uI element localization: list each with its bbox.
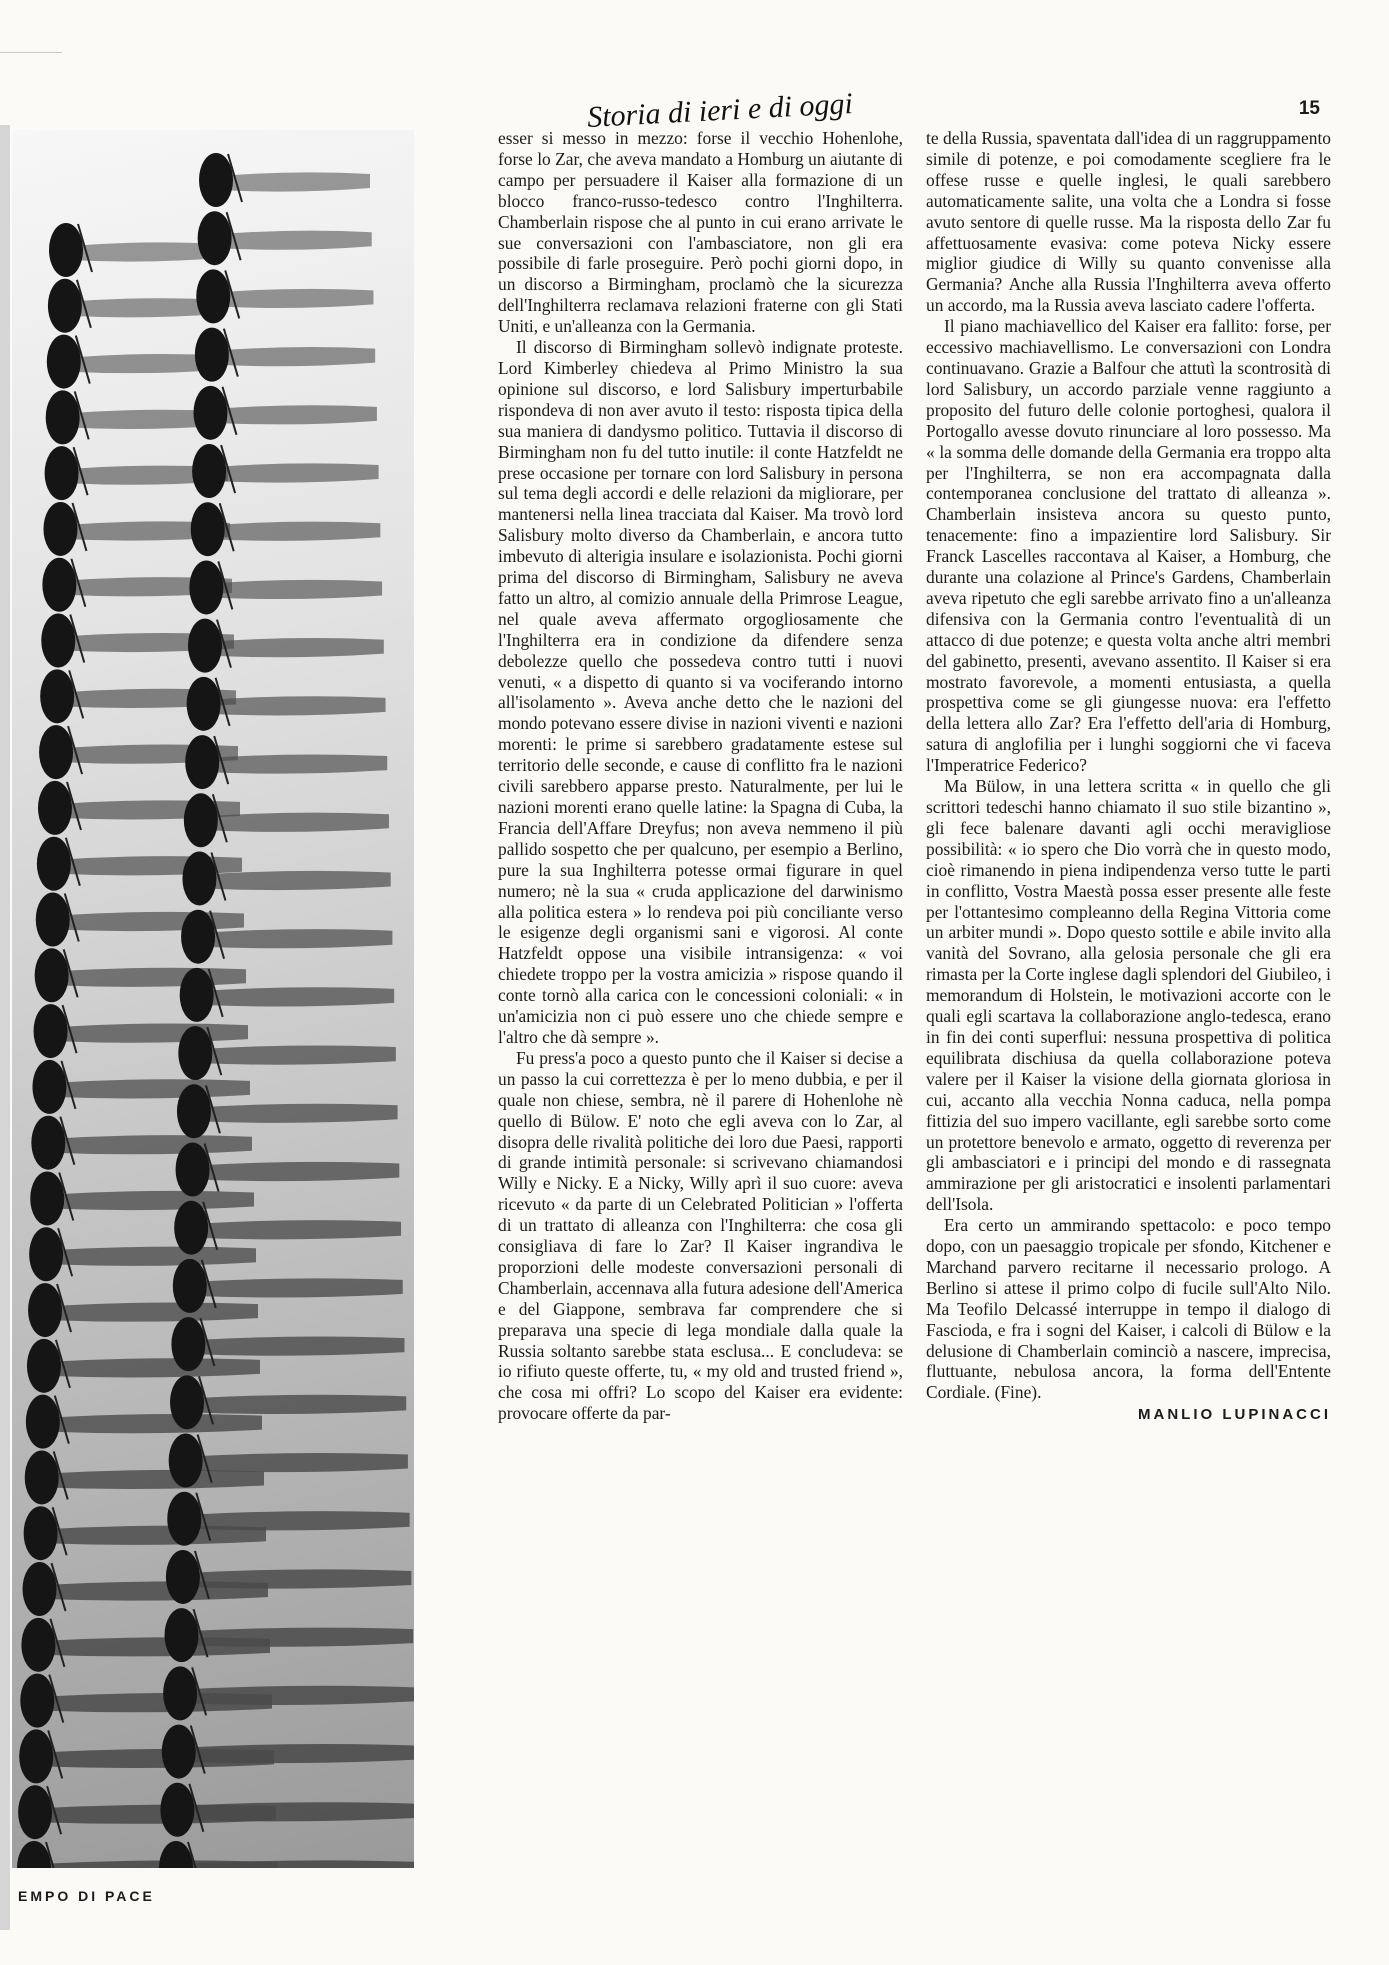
- marching-figure: [185, 735, 219, 789]
- marching-figure: [170, 1375, 204, 1429]
- marching-figure: [29, 1227, 63, 1281]
- page-number: 15: [1298, 98, 1320, 119]
- marching-figure: [37, 837, 71, 891]
- figure-shadow: [50, 1247, 256, 1266]
- figure-shadow: [201, 987, 394, 1006]
- figure-shadow: [55, 1024, 248, 1043]
- marching-figure: [166, 1550, 200, 1604]
- figure-shadow: [188, 1511, 409, 1530]
- figure-shadow: [206, 754, 387, 773]
- marching-figure: [181, 910, 215, 964]
- figure-shadow: [56, 968, 246, 987]
- marching-figure: [188, 619, 222, 673]
- marching-figure: [34, 1004, 68, 1058]
- marching-figure: [39, 725, 73, 779]
- text-column-right: [926, 128, 1331, 1426]
- marching-figure: [191, 502, 225, 556]
- figure-shadow: [208, 696, 386, 715]
- figure-shadow: [205, 813, 389, 832]
- marching-figure: [199, 153, 233, 207]
- marching-figure: [20, 1674, 54, 1728]
- marching-figure: [173, 1259, 207, 1313]
- marching-figure: [47, 335, 81, 389]
- figure-shadow: [186, 1628, 414, 1647]
- paragraph: Era certo un ammirando spettacolo: e poco tempo dopo, con un paesaggio tropicale per sfondo, Kitchener e Marchand parvero recitarne il necessario prologo. A Berlino si attese il primo colpo di fucile sull'Alto Nilo. Ma Teofilo Delcassé interruppe in tempo il dialogo di Fascioda, e fra i sogni del Kaiser, i calcoli di Bülow e la delusione di Chamberlain cominciò a nascere, imprecisa, fluttuante, nebulosa ancora, la forma dell'Entente Cordiale. (Fine).: [926, 1215, 1331, 1403]
- marching-figure: [195, 328, 229, 382]
- figure-shadow: [52, 1135, 252, 1154]
- marching-figure: [24, 1506, 58, 1560]
- marching-figure: [42, 558, 76, 612]
- marching-figure: [27, 1339, 61, 1393]
- figure-shadow: [51, 1191, 254, 1210]
- photo-caption: EMPO DI PACE: [18, 1888, 155, 1904]
- figure-shadow: [214, 405, 376, 424]
- marching-figure: [19, 1729, 53, 1783]
- figure-shadow: [53, 1079, 250, 1098]
- figure-shadow: [47, 1414, 262, 1433]
- marching-figure: [167, 1492, 201, 1546]
- marching-figure: [26, 1395, 60, 1449]
- marching-figure: [43, 502, 77, 556]
- marching-figure: [192, 444, 226, 498]
- author-signature: MANLIO LUPINACCI: [1138, 1406, 1331, 1424]
- marching-figure: [162, 1725, 196, 1779]
- marching-figure: [189, 560, 223, 614]
- figure-shadow: [192, 1337, 404, 1356]
- figure-shadow: [199, 1046, 396, 1065]
- figure-shadow: [190, 1453, 408, 1472]
- marching-figure: [31, 1116, 65, 1170]
- soldiers-shadow-photo: [12, 130, 414, 1868]
- figure-shadow: [49, 1302, 258, 1321]
- figure-shadow: [70, 242, 220, 261]
- marching-figure: [171, 1317, 205, 1371]
- photo-illustration: [12, 130, 414, 1868]
- figure-shadow: [46, 1470, 264, 1489]
- figure-shadow: [219, 231, 372, 250]
- figure-shadow: [181, 1802, 414, 1821]
- marching-figure: [165, 1608, 199, 1662]
- marching-figure: [46, 390, 80, 444]
- marching-figure: [48, 279, 82, 333]
- binding-edge: [0, 125, 10, 1930]
- figure-shadow: [187, 1569, 411, 1588]
- figure-shadow: [220, 172, 370, 191]
- figure-shadow: [209, 638, 384, 657]
- figure-shadow: [203, 871, 390, 890]
- marching-figure: [160, 1783, 194, 1837]
- figure-shadow: [217, 289, 373, 308]
- figure-shadow: [48, 1358, 260, 1377]
- marching-figure: [196, 269, 230, 323]
- marching-figure: [49, 223, 83, 277]
- figure-shadow: [216, 347, 375, 366]
- paragraph: te della Russia, spaventata dall'idea di un raggruppamento simile di potenze, e poi comodamente scegliere fra le offese russe e quelle inglesi, le quali sarebbero automaticamente salite, una volta che a Londra si fosse avuto sentore di quelle russe. Ma la risposta dello Zar fu affettuosamente evasiva: come poteva Nicky essere miglior giudice di Willy su quanto convenisse alla Germania? Anche alla Russia l'Inghilterra aveva offerto un accordo, ma la Russia aveva lasciato cadere l'offerta.: [926, 128, 1331, 316]
- marching-figure: [169, 1434, 203, 1488]
- paragraph: Il piano machiavellico del Kaiser era fallito: forse, per eccessivo machiavellismo. Le conversazioni con Londra continuavano. Grazie a Balfour che attutì la scontrosità di lord Salisbury, un accordo parziale venne raggiunto a proposito del futuro delle colonie portoghesi, qualora il Portogallo avesse dovuto rinunciare al loro possesso. Ma « la somma delle domande della Germania era troppo alta per l'Inghilterra, se non era accompagnata dalla contemporanea conclusione del trattato di alleanza ». Chamberlain insisteva ancora su questo punto, tenacemente: fino a impazientire lord Salisbury. Sir Franck Lascelles raccontava al Kaiser, a Homburg, che durante una colazione al Prince's Gardens, Chamberlain aveva ripetuto che egli sarebbe arrivato fino a un'alleanza difensiva con la Germania contro l'eventualità di un attacco di due potenze; e questa volta anche altri membri del gabinetto, presenti, avevano assentito. Il Kaiser si era mostrato favorevole, a momenti entusiasta, a quella prospettiva come se gli giungesse nuova: era l'effetto della lettera allo Zar? Era l'effetto dell'aria di Homburg, satura di anglofilia per i lunghi soggiorni che vi faceva l'Imperatrice Federico?: [926, 316, 1331, 776]
- marching-figure: [30, 1171, 64, 1225]
- marching-figure: [28, 1283, 62, 1337]
- text-column-middle: [498, 128, 903, 1424]
- marching-figure: [198, 211, 232, 265]
- marching-figure: [193, 386, 227, 440]
- paragraph: Ma Bülow, in una lettera scritta « in quello che gli scrittori tedeschi hanno chiamato il suo stile bizantino », gli fece balenare davanti agli occhi meravigliose possibilità: « io spero che Dio vorrà che in questo modo, cioè rimanendo in piena indipendenza verso tutte le parti in conflitto, Vostra Maestà possa esser presente alle feste per l'ottantesimo compleanno della Regina Vittoria come un arbiter mundi ». Dopo questo sottile e abile invito alla vanità del Sovrano, alla gelosia personale che gli era rimasta per la Corte inglese dagli splendori del Giubileo, i memorandum di Holstein, le motivazioni accorte con le quali egli scartava la collaborazione anglo-tedesca, erano in fin dei conti superflui: nessuna prospettiva di politica equilibrata dischiusa da quella collaborazione poteva valere per il Kaiser la visione della giornata gloriosa in cui, accanto alla vecchia Nonna caduca, nella pompa fittizia del suo impero vacillante, egli sarebbe sorto come un protettore benevolo e armato, oggetto di reverenza per gli ambasciatori e i principi del mondo e di rassegnata ammirazione per gli aristocratici e insolenti parlamentari dell'Isola.: [926, 776, 1331, 1215]
- marching-figure: [35, 948, 69, 1002]
- edge-rule: [0, 52, 62, 53]
- marching-figure: [18, 1785, 52, 1839]
- marching-figure: [182, 851, 216, 905]
- figure-shadow: [184, 1686, 414, 1705]
- marching-figure: [177, 1084, 211, 1138]
- figure-shadow: [194, 1278, 403, 1297]
- figure-shadow: [195, 1220, 401, 1239]
- figure-shadow: [202, 929, 392, 948]
- paragraph: Fu press'a poco a questo punto che il Kaiser si decise a un passo la cui correttezza è per lo meno dubbia, e per il quale non chiese, sembra, nè il parere di Hohenlohe nè quello di Bülow. E' noto che egli aveva con lo Zar, al disopra delle rivalità politiche dei loro due Paesi, rapporti di grande intimità personale: si scrivevano chiamandosi Willy e Nicky. E a Nicky, Willy aprì il suo cuore: aveva ricevuto « da parte di un Celebrated Politician » l'offerta di un trattato di alleanza con l'Inghilterra: che cosa gli consigliava di fare lo Zar? Il Kaiser ingrandiva le proporzioni delle modeste conversazioni personali di Chamberlain, accennava alla futura adesione dell'America e del Giappone, sembrava far comprendere che si preparava una specie di lega mondiale dalla quale la Russia soltanto sarebbe stata esclusa... E concludeva: se io rifiuto queste offerte, tu, « my old and trusted friend », che cosa mi offri? Lo scopo del Kaiser era evidente: provocare offerte da par-: [498, 1047, 903, 1424]
- marching-figure: [187, 677, 221, 731]
- paragraph: esser si messo in mezzo: forse il vecchio Hohenlohe, forse lo Zar, che aveva mandato a Homburg un aiutante di campo per persuadere il Kaiser alla formazione di un blocco franco-russo-tedesco contro l'Inghilterra. Chamberlain rispose che al punto in cui erano arrivate le sue conversazioni con l'ambasciatore, non gli era possibile di farle proseguire. Però pochi giorni dopo, in un discorso a Birmingham, proclamò che la sicurezza dell'Inghilterra reclamava relazioni fraterne con gli Stati Uniti, e un'alleanza con la Germania.: [498, 128, 903, 337]
- figure-shadow: [210, 580, 382, 599]
- figure-shadow: [183, 1744, 414, 1763]
- marching-figure: [180, 968, 214, 1022]
- marching-figure: [176, 1143, 210, 1197]
- marching-figure: [23, 1562, 57, 1616]
- figure-shadow: [197, 1162, 400, 1181]
- page-title: Storia di ieri e di oggi: [586, 87, 854, 134]
- marching-figure: [41, 614, 75, 668]
- marching-figure: [38, 781, 72, 835]
- marching-figure: [163, 1666, 197, 1720]
- marching-figure: [178, 1026, 212, 1080]
- marching-figure: [21, 1618, 55, 1672]
- figure-shadow: [212, 522, 381, 541]
- marching-figure: [45, 446, 79, 500]
- marching-figure: [174, 1201, 208, 1255]
- marching-figure: [184, 793, 218, 847]
- figure-shadow: [198, 1104, 398, 1123]
- marching-figure: [32, 1060, 66, 1114]
- marching-figure: [40, 669, 74, 723]
- figure-shadow: [213, 463, 379, 482]
- figure-shadow: [191, 1395, 406, 1414]
- marching-figure: [25, 1450, 59, 1504]
- paragraph: Il discorso di Birmingham sollevò indignate proteste. Lord Kimberley chiedeva al Primo Ministro la sua opinione sul discorso, e lord Salisbury imperturbabile rispondeva di non aver avuto il testo: risposta tipica della sua maniera di dandysmo politico. Tuttavia il discorso di Birmingham non fu del tutto inutile: il conte Hatzfeldt ne prese occasione per tornare con lord Salisbury in persona sul tema degli accordi e delle relazioni da migliorare, per mantenersi nella linea tracciata dal Kaiser. Ma trovò lord Salisbury molto diverso da Chamberlain, e ancora tutto imbevuto di alterigia insulare e isolazionista. Pochi giorni prima del discorso di Birmingham, Salisbury ne aveva fatto un altro, al comizio annuale della Primrose League, nel quale aveva affermato orgogliosamente che l'Inghilterra era in condizione da difendere senza debolezze quello che possedeva contro tutti i nuovi venuti, « a dispetto di quanto si va vociferando intorno all'isolamento ». Aveva anche detto che le nazioni del mondo potevano essere divise in nazioni viventi e nazioni morenti: le prime si sarebbero gradatamente estese sul territorio delle seconde, e cause di conflitto fra le nazioni civili sarebbero apparse presto. Naturalmente, per lui le nazioni morenti erano quelle latine: la Spagna di Cuba, la Francia dell'Affare Dreyfus; non aveva nemmeno il più pallido sospetto che per qualcuno, per esempio a Berlino, pure la sua Inghilterra potesse ormai figurare in quel numero; nè la sua « cruda applicazione del darwinismo alla politica estera » lo rendeva poi più conciliante verso le esigenze degli organismi sani e vigorosi. Al conte Hatzfeldt oppose una visibile intransigenza: « voi chiedete troppo per la vostra amicizia » rispose quando il conte tornò alla carica con le concessioni coloniali: « in un'amicizia non ci può essere uno che chiede sempre e l'altro che dà sempre ».: [498, 337, 903, 1047]
- marching-figure: [36, 893, 70, 947]
